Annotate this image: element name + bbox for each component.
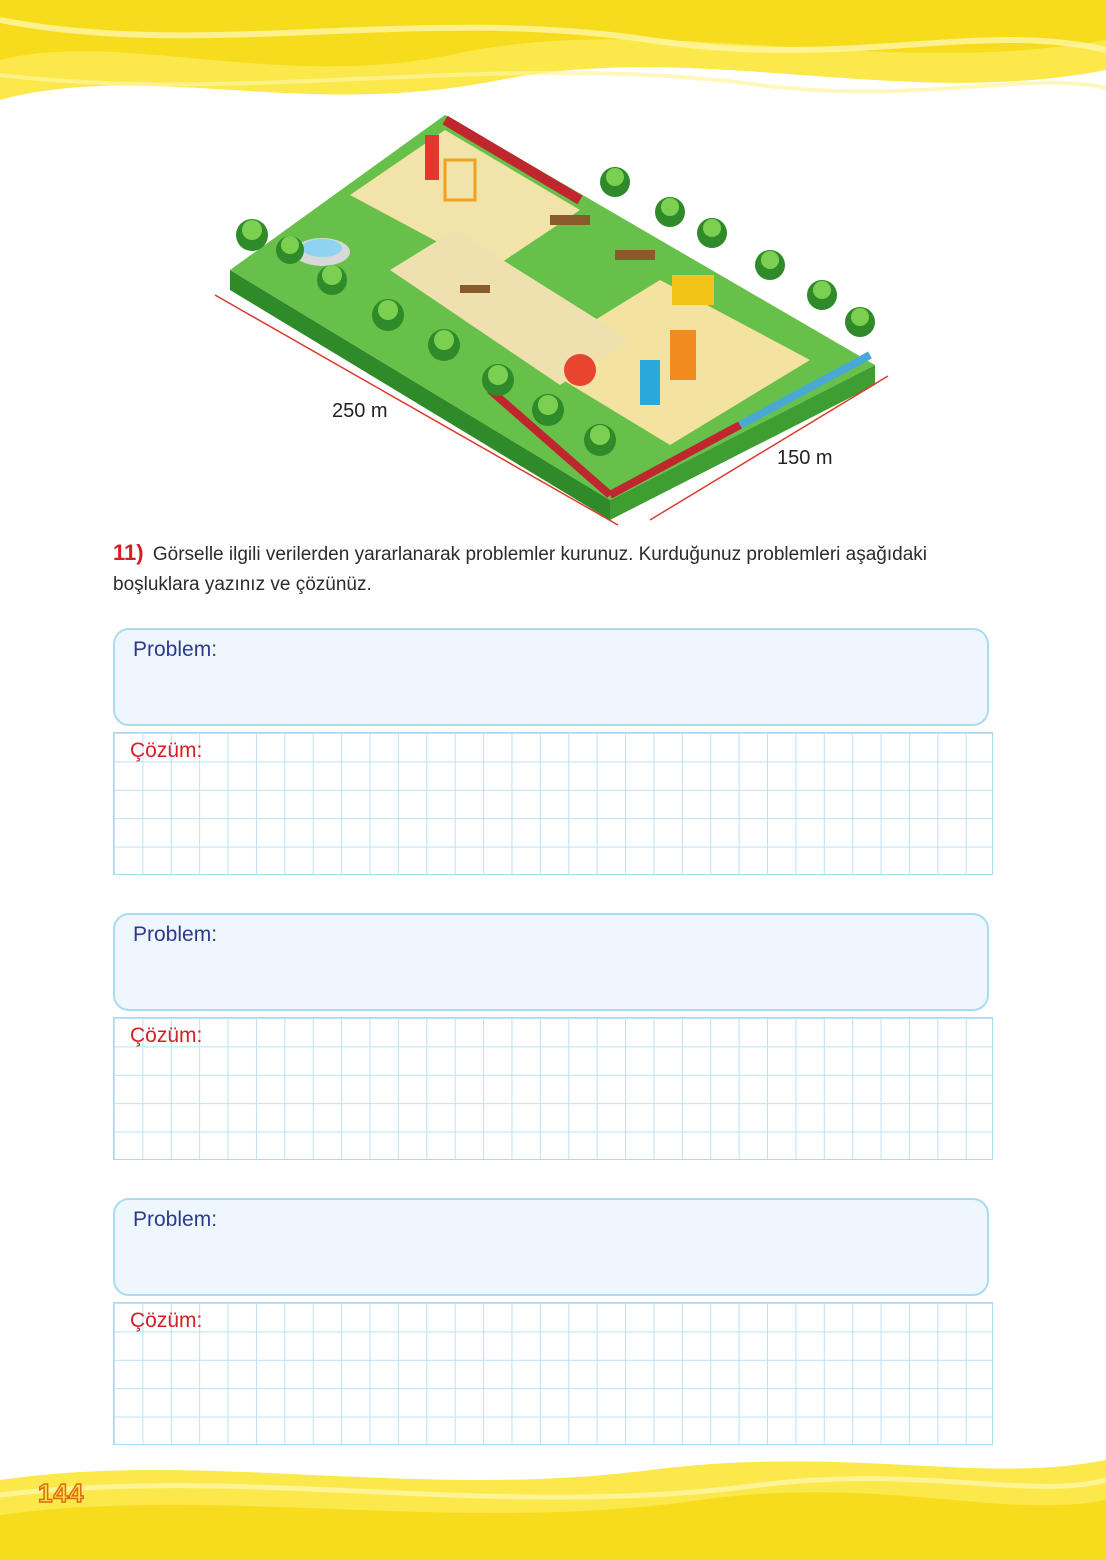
question-11: [113, 538, 1003, 600]
solution-grid-2[interactable]: [113, 1017, 993, 1160]
solution-grid-3[interactable]: [113, 1302, 993, 1445]
depth-dimension-label: 150 m: [777, 447, 833, 469]
solution-label: Çözüm:: [130, 1309, 203, 1332]
solution-label: Çözüm:: [130, 1024, 203, 1047]
question-text: Görselle ilgili verilerden yararlanarak problemler kurunuz. Kurduğunuz problemleri aşağıdaki boşluklara yazınız ve çözünüz.: [113, 544, 927, 595]
problem-label: Problem:: [133, 923, 218, 946]
page-number: 144: [38, 1478, 85, 1508]
question-number: 11): [113, 540, 144, 565]
problem-box-1[interactable]: [113, 628, 989, 726]
problem-box-2[interactable]: [113, 913, 989, 1011]
problem-box-3[interactable]: [113, 1198, 989, 1296]
solution-label: Çözüm:: [130, 739, 203, 762]
width-dimension-label: 250 m: [332, 400, 388, 422]
solution-grid-1[interactable]: [113, 732, 993, 875]
bottom-decorative-band: [0, 1440, 1106, 1560]
problem-label: Problem:: [133, 638, 218, 661]
park-illustration: [200, 100, 920, 540]
problem-label: Problem:: [133, 1208, 218, 1231]
